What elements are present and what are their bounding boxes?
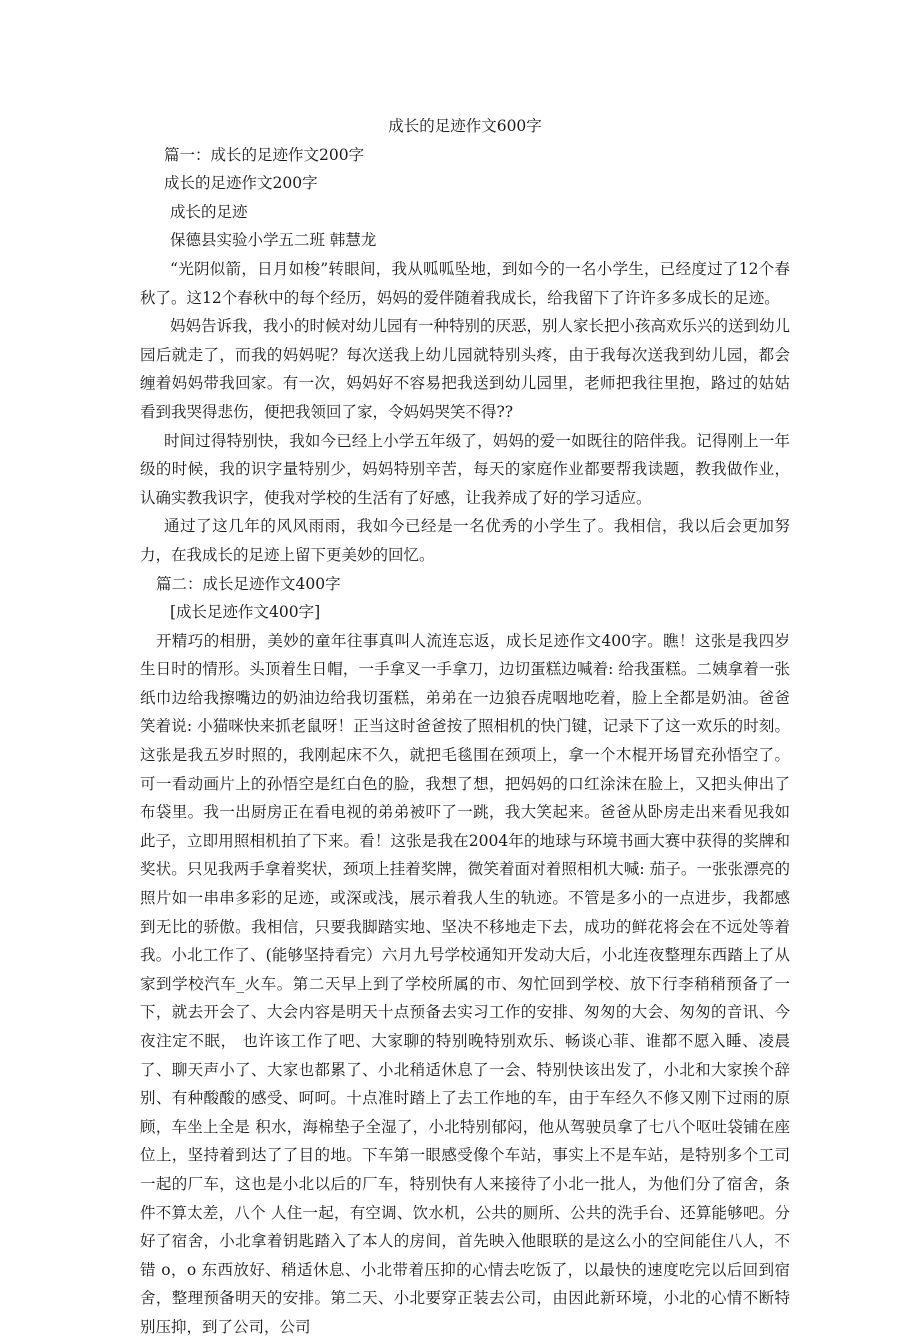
essay1-paragraph-3: 时间过得特别快，我如今已经上小学五年级了，妈妈的爱一如既往的陪伴我。记得刚上一年级的时候，我的识字量特别少，妈妈特别辛苦，每天的家庭作业都要帮我读题，教我做作业，认确实教我识字，使我对学校的生活有了好感，让我养成了好的学习适应。 xyxy=(140,431,790,507)
essay2-paragraph-1: 开精巧的相册，美妙的童年往事真叫人流连忘返，成长足迹作文400字。瞧！这张是我四岁生日时的情形。头顶着生日帽，一手拿叉一手拿刀，边切蛋糕边喊着: 给我蛋糕。二姨拿着一张纸巾边给我擦嘴边的奶油边给我切蛋糕，弟弟在一边狼吞虎咽地吃着，脸上全都是奶油。爸爸笑着说: 小猫咪快来抓老鼠呀！正当这时爸爸按了照相机的快门键，记录下了这一欢乐的时刻。这张是我五岁时照的，我刚起床不久，就把毛毯围在颈项上，拿一个木棍开场冒充孙悟空了。可一看动画片上的孙悟空是红白色的脸，我想了想，把妈妈的口红涂沫在脸上，又把头伸出了布袋里。我一出厨房正在看电视的弟弟被吓了一跳，我大笑起来。爸爸从卧房走出来看见我如此子，立即用照相机拍了下来。看！这张是我在2004年的地球与环境书画大赛中获得的奖牌和奖状。只见我两手拿着奖状，颈项上挂着奖牌，微笑着面对着照相机大喊: 茄子。一张张漂亮的照片如一串串多彩的足迹，或深或浅，展示着我人生的轨迹。不管是多小的一点进步，我都感到无比的骄傲。我相信，只要我脚踏实地、坚决不移地走下去，成功的鲜花将会在不远处等着我。小北工作了、(能够坚持看完）六月九号学校通知开发动大后，小北连夜整理东西踏上了从家到学校汽车_火车。第二天早上到了学校所属的市、匆忙回到学校、放下行李稍稍预备了一下，就去开会了、大会内容是明天十点预备去实习工作的安排、匆匆的大会、匆匆的音讯、今夜注定不眠， 也许该工作了吧、大家聊的特别晚特别欢乐、畅谈心菲、谁都不愿入睡、凌晨了、聊天声小了、大家也都累了、小北稍适休息了一会、特别快该出发了，小北和大家挨个辞别、有种酸酸的感受、呵呵。十点准时踏上了去工作地的车，由于车经久不修又刚下过雨的原顾，车坐上全是 积水，海棉垫子全湿了，小北特别郁闷，他从驾驶员拿了七八个呕吐袋铺在座位上，坚持着到达了了目的地。下车第一眼感受像个车站，事实上不是车站，是特别多个工司一起的厂车，这也是小北以后的厂车，特别快有人来接待了小北一批人，为他们分了宿舍，条件不算太差，八个 人住一起，有空调、饮水机，公共的厕所、公共的洗手台、还算能够吧。分好了宿舍，小北拿着钥匙踏入了本人的房间，首先映入他眼联的是这么小的空间能住八人，不错 o，o 东西放好、稍适休息、小北带着压抑的心情去吃饭了，以最快的速度吃完以后回到宿 舍，整理预备明天的安排。第二天、小北要穿正装去公司，由因此新环境，小北的心情不断特别压抑，到了公司，公司 xyxy=(140,631,790,1336)
essay1-subheading: 成长的足迹作文200字 xyxy=(164,174,318,193)
essay1-paragraph-1: “光阴似箭，日月如梭”转眼间，我从呱呱坠地，到如今的一名小学生，已经度过了12个春秋了。这12个春秋中的每个经历，妈妈的爱伴随着我成长，给我留下了许许多多成长的足迹。 xyxy=(140,259,790,307)
essay2-heading: 篇二：成长足迹作文400字 xyxy=(156,574,341,593)
essay2-subheading: [成长足迹作文400字] xyxy=(170,603,321,622)
essay1-paragraph-4: 通过了这几年的风风雨雨，我如今已经是一名优秀的小学生了。我相信，我以后会更加努力，在我成长的足迹上留下更美妙的回忆。 xyxy=(140,517,790,564)
essay1-heading: 篇一：成长的足迹作文200字 xyxy=(164,145,365,164)
essay1-author: 保德县实验小学五二班 韩慧龙 xyxy=(170,231,377,250)
document-page xyxy=(140,112,790,1342)
document-title: 成长的足迹作文600字 xyxy=(388,117,542,135)
essay1-title: 成长的足迹 xyxy=(170,202,248,221)
essay1-paragraph-2: 妈妈告诉我，我小的时候对幼儿园有一种特别的厌恶，别人家长把小孩高欢乐兴的送到幼儿园后就走了，而我的妈妈呢？每次送我上幼儿园就特别头疼，由于我每次送我到幼儿园，都会缠着妈妈带我回家。有一次，妈妈好不容易把我送到幼儿园里，老师把我往里抱，路过的姑姑看到我哭得悲伤，便把我领回了家，令妈妈哭笑不得?? xyxy=(140,317,791,421)
